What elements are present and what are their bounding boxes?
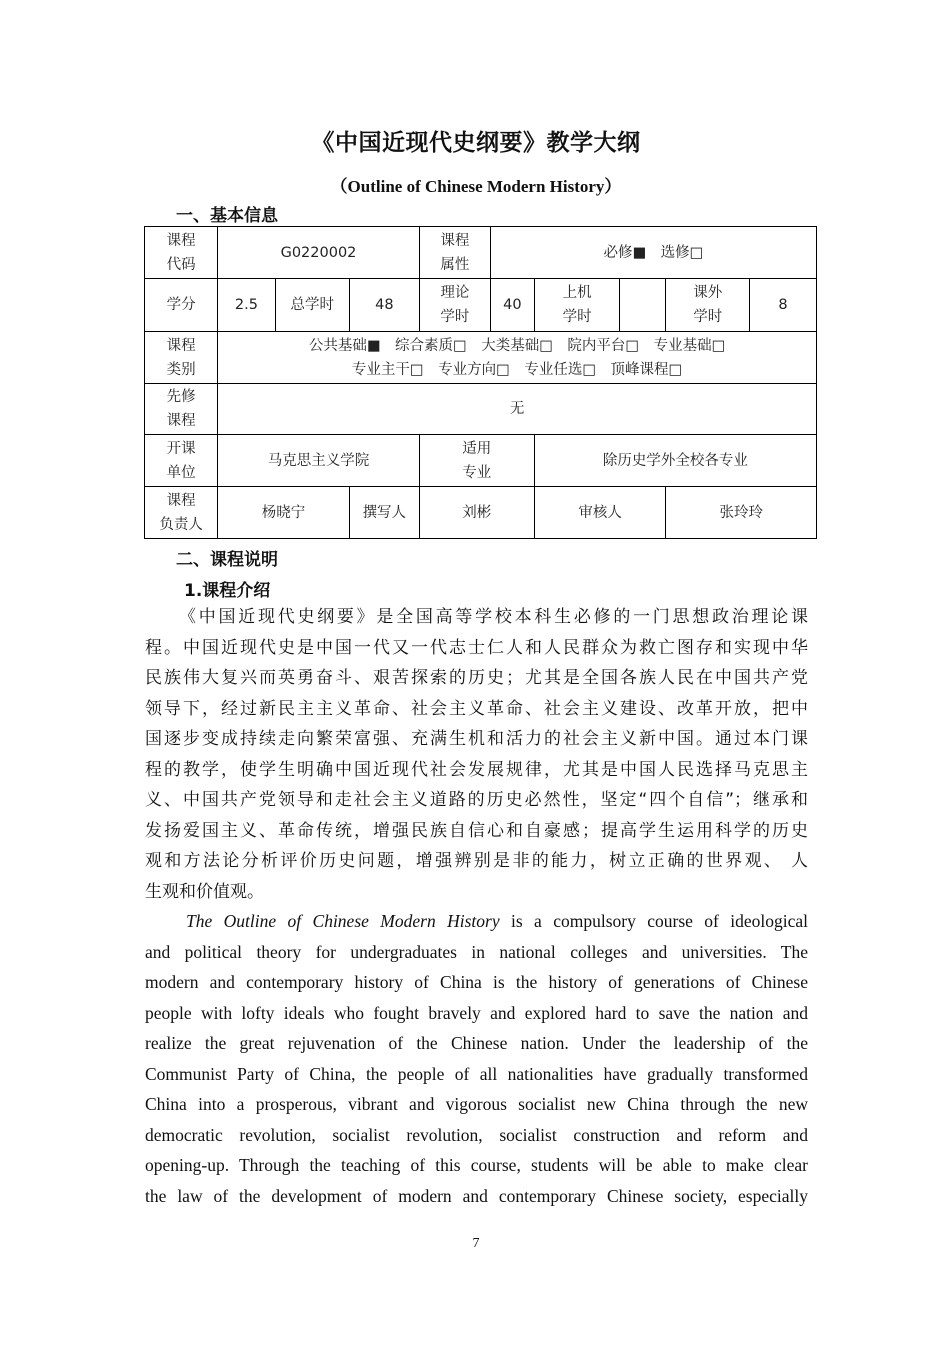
owner-value: 杨晓宁 bbox=[218, 487, 350, 539]
paragraph-line: modern and contemporary history of China is the history of generations of Chinese bbox=[145, 972, 808, 992]
computer-hours-label: 上机 学时 bbox=[534, 279, 620, 332]
table-row bbox=[145, 435, 817, 487]
paragraph-line: 领导下，经过新民主主义革命、社会主义革命、社会主义建设、改革开放，把中 bbox=[145, 698, 808, 719]
table-row bbox=[145, 332, 817, 384]
paragraph-line: Communist Party of China, the people of all nationalities have gradually transformed bbox=[145, 1063, 808, 1084]
computer-hours-value bbox=[620, 279, 666, 332]
total-hours-value: 48 bbox=[349, 279, 419, 332]
course-code-label: 课程 代码 bbox=[145, 227, 218, 279]
table-row bbox=[145, 384, 817, 435]
paragraph-line: The Outline of Chinese Modern History is a compulsory course of ideological bbox=[186, 911, 808, 931]
theory-hours-label: 理论 学时 bbox=[419, 279, 490, 332]
reviewer-value: 张玲玲 bbox=[666, 487, 817, 539]
paragraph-line: 程的教学，使学生明确中国近现代社会发展规律，尤其是中国人民选择马克思主 bbox=[145, 759, 808, 780]
paragraph-line: 程。中国近现代史是中国一代又一代志士仁人和人民群众为救亡图存和实现中华 bbox=[145, 637, 808, 658]
table-row bbox=[145, 487, 817, 539]
category-value: 公共基础■ 综合素质□ 大类基础□ 院内平台□ 专业基础□ 专业主干□ 专业方向□ 专业任选□ 顶峰课程□ bbox=[218, 332, 817, 384]
paragraph-line: 观和方法论分析评价历史问题，增强辨别是非的能力，树立正确的世界观、 人 bbox=[145, 851, 808, 871]
paragraph-line: 发扬爱国主义、革命传统，增强民族自信心和自豪感；提高学生运用科学的历史 bbox=[145, 820, 808, 841]
subsection-heading-intro: 1.课程介绍 bbox=[184, 581, 271, 601]
prereq-value: 无 bbox=[218, 384, 817, 435]
intro-chinese-paragraph bbox=[145, 602, 808, 907]
course-code-value: G0220002 bbox=[218, 227, 420, 279]
credit-label: 学分 bbox=[145, 279, 218, 332]
paragraph-line: 《中国近现代史纲要》是全国高等学校本科生必修的一门思想政治理论课 bbox=[179, 607, 808, 627]
extra-hours-value: 8 bbox=[750, 279, 817, 332]
paragraph-line: opening-up. Through the teaching of this course, students will be able to make clear bbox=[145, 1155, 808, 1175]
paragraph-line: democratic revolution, socialist revolution, socialist construction and reform and bbox=[145, 1124, 808, 1145]
category-label: 课程 类别 bbox=[145, 332, 218, 384]
document-title: 《中国近现代史纲要》教学大纲 bbox=[311, 130, 641, 156]
writer-value: 刘彬 bbox=[419, 487, 534, 539]
major-label: 适用 专业 bbox=[419, 435, 534, 487]
paragraph-line: and political theory for undergraduates in national colleges and universities. The bbox=[145, 941, 808, 962]
paragraph-line: realize the great rejuvenation of the Chinese nation. Under the leadership of the bbox=[145, 1033, 808, 1053]
dept-label: 开课 单位 bbox=[145, 435, 218, 487]
paragraph-line: 国逐步变成持续走向繁荣富强、充满生机和活力的社会主义新中国。通过本门课 bbox=[145, 729, 808, 749]
course-title-italic: The Outline of Chinese Modern History bbox=[186, 911, 500, 931]
course-info-table bbox=[144, 226, 817, 539]
paragraph-line: China into a prosperous, vibrant and vigorous socialist new China through the new bbox=[145, 1094, 808, 1114]
course-attr-value: 必修■ 选修□ bbox=[490, 227, 816, 279]
table-row bbox=[145, 279, 817, 332]
prereq-label: 先修 课程 bbox=[145, 384, 218, 435]
dept-value: 马克思主义学院 bbox=[218, 435, 420, 487]
paragraph-line: 生观和价值观。 bbox=[145, 881, 264, 902]
document-subtitle: （Outline of Chinese Modern History） bbox=[330, 177, 622, 196]
paragraph-line: 义、中国共产党领导和走社会主义道路的历史必然性，坚定“四个自信”；继承和 bbox=[145, 790, 808, 810]
section-heading-basic-info: 一、基本信息 bbox=[176, 206, 278, 226]
writer-label: 撰写人 bbox=[349, 487, 419, 539]
course-attr-label: 课程 属性 bbox=[419, 227, 490, 279]
paragraph-line: 民族伟大复兴而英勇奋斗、艰苦探索的历史；尤其是全国各族人民在中国共产党 bbox=[145, 668, 808, 688]
section-heading-course-desc: 二、课程说明 bbox=[176, 550, 278, 570]
extra-hours-label: 课外 学时 bbox=[666, 279, 750, 332]
paragraph-line: people with lofty ideals who fought bravely and explored hard to save the nation and bbox=[145, 1002, 808, 1023]
owner-label: 课程 负责人 bbox=[145, 487, 218, 539]
table-row bbox=[145, 227, 817, 279]
major-value: 除历史学外全校各专业 bbox=[534, 435, 816, 487]
paragraph-line: the law of the development of modern and contemporary Chinese society, especially bbox=[145, 1185, 808, 1206]
reviewer-label: 审核人 bbox=[534, 487, 666, 539]
intro-english-paragraph bbox=[145, 906, 808, 1211]
credit-value: 2.5 bbox=[218, 279, 275, 332]
page-number: 7 bbox=[472, 1236, 480, 1251]
theory-hours-value: 40 bbox=[490, 279, 534, 332]
total-hours-label: 总学时 bbox=[275, 279, 349, 332]
